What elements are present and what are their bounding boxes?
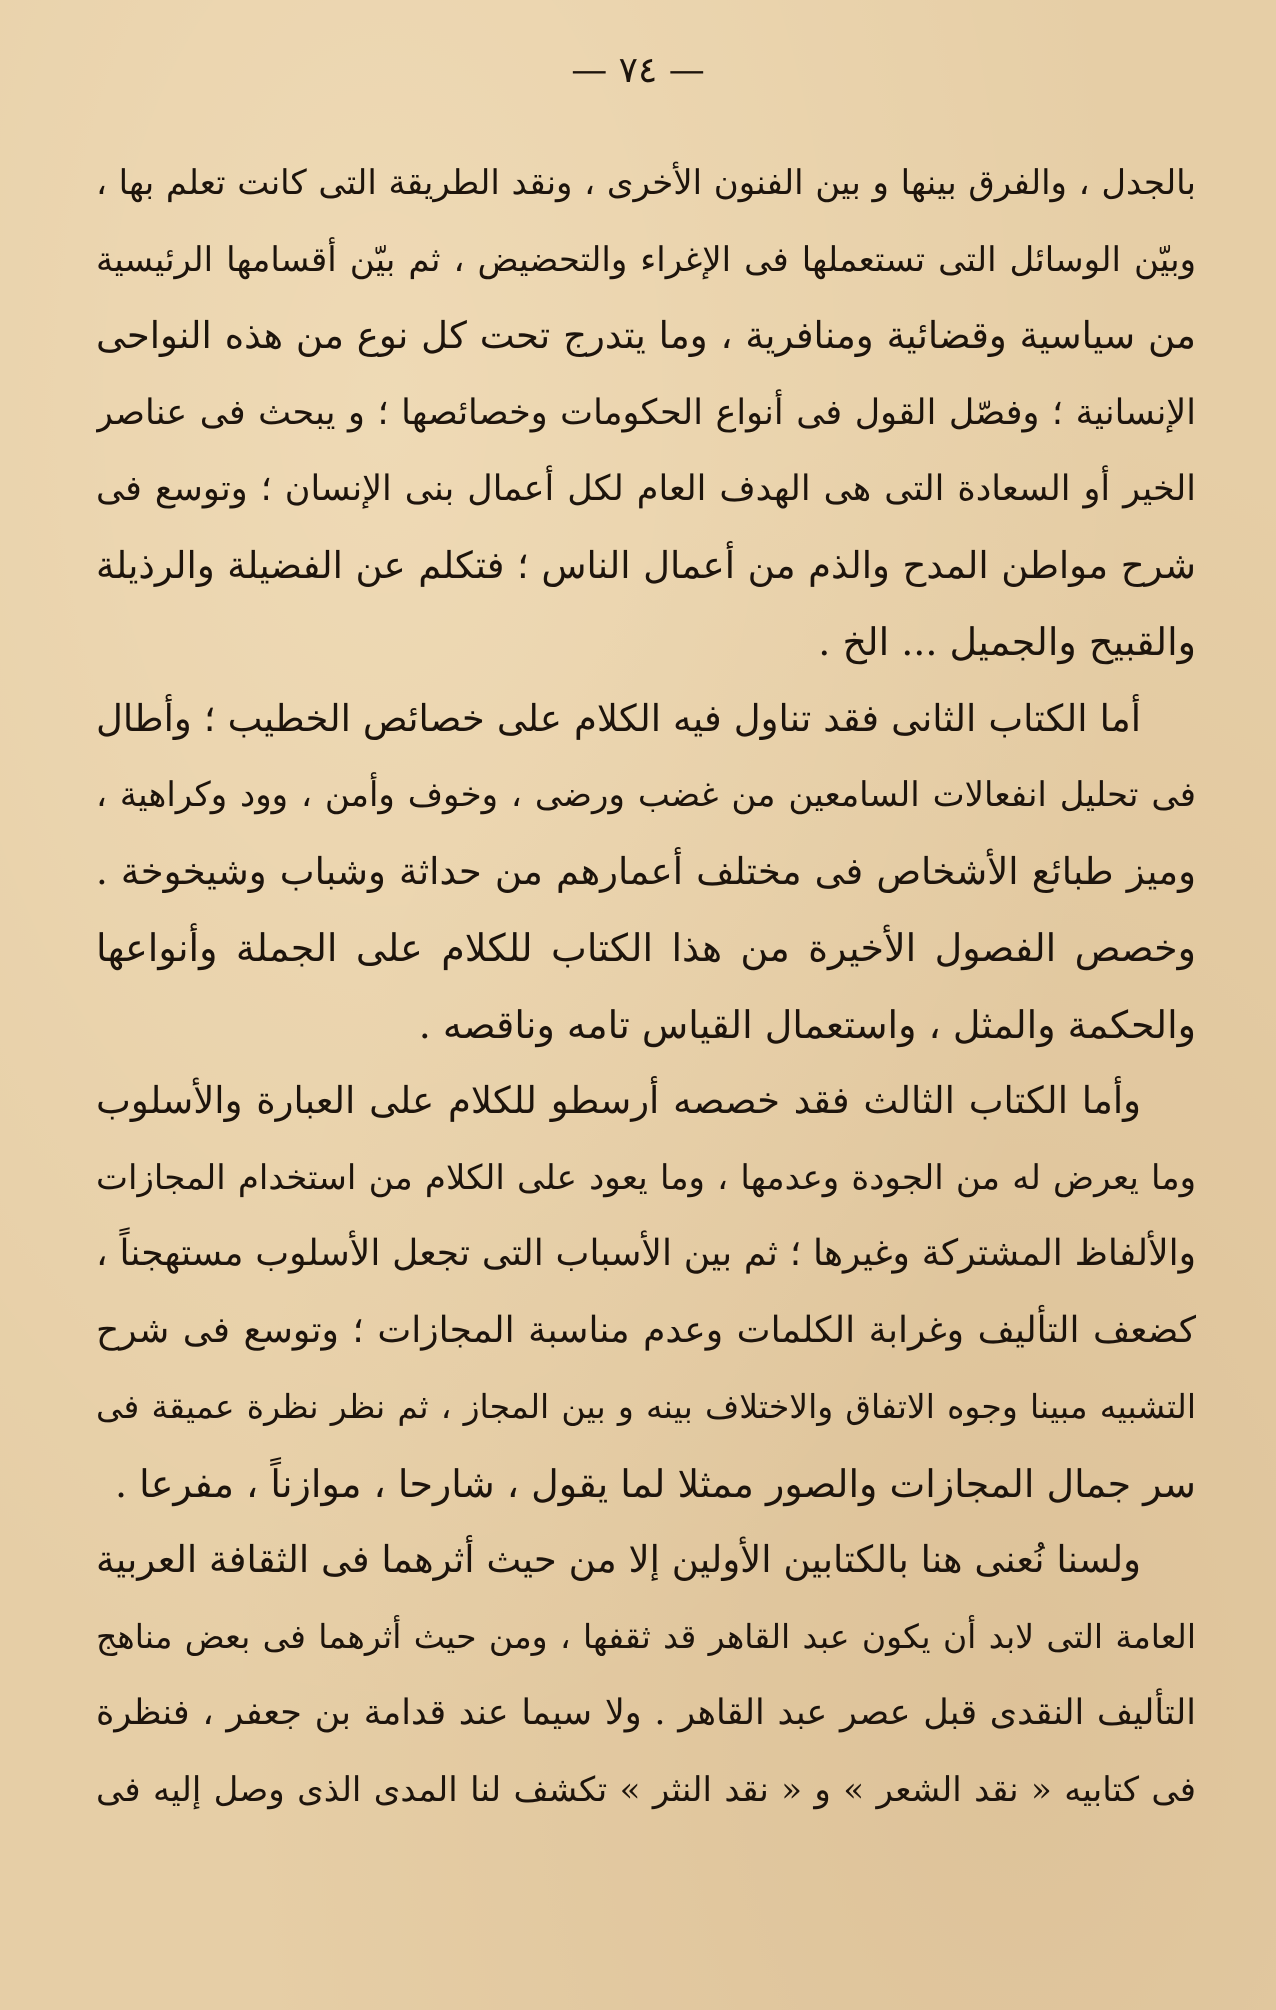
text-line: أما الكتاب الثانى فقد تناول فيه الكلام على خصائص الخطيب ؛ وأطال bbox=[96, 696, 1141, 740]
text-line: وما يعرض له من الجودة وعدمها ، وما يعود على الكلام من استخدام المجازات bbox=[96, 1157, 1196, 1198]
text-line: الإنسانية ؛ وفصّل القول فى أنواع الحكومات وخصائصها ؛ و يبحث فى عناصر bbox=[96, 392, 1196, 433]
text-line: بالجدل ، والفرق بينها و بين الفنون الأخرى ، ونقد الطريقة التى كانت تعلم بها ، bbox=[96, 163, 1196, 203]
text-line: وأما الكتاب الثالث فقد خصصه أرسطو للكلام على العبارة والأسلوب bbox=[96, 1079, 1141, 1122]
text-line: التأليف النقدى قبل عصر عبد القاهر . ولا سيما عند قدامة بن جعفر ، فنظرة bbox=[96, 1693, 1196, 1733]
body-text bbox=[96, 145, 1196, 1828]
text-line: ولسنا نُعنى هنا بالكتابين الأولين إلا من حيث أثرهما فى الثقافة العربية bbox=[96, 1538, 1141, 1581]
text-line: كضعف التأليف وغرابة الكلمات وعدم مناسبة المجازات ؛ وتوسع فى شرح bbox=[96, 1309, 1196, 1351]
text-line: والألفاظ المشتركة وغيرها ؛ ثم بين الأسباب التى تجعل الأسلوب مستهجناً ، bbox=[96, 1233, 1196, 1274]
text-line: العامة التى لابد أن يكون عبد القاهر قد ثقفها ، ومن حيث أثرهما فى بعض مناهج bbox=[96, 1616, 1196, 1656]
text-line: سر جمال المجازات والصور ممثلا لما يقول ، شارحا ، موازناً ، مفرعا . bbox=[115, 1461, 1196, 1506]
text-line: وبيّن الوسائل التى تستعملها فى الإغراء والتحضيض ، ثم بيّن أقسامها الرئيسية bbox=[96, 239, 1196, 280]
text-line: وخصص الفصول الأخيرة من هذا الكتاب للكلام على الجملة وأنواعها bbox=[96, 926, 1196, 970]
text-line: التشبيه مبينا وجوه الاتفاق والاختلاف بينه و بين المجاز ، ثم نظر نظرة عميقة فى bbox=[96, 1387, 1196, 1426]
text-line: والقبيح والجميل ... الخ . bbox=[818, 620, 1196, 664]
text-line: والحكمة والمثل ، واستعمال القياس تامه وناقصه . bbox=[418, 1002, 1196, 1047]
text-line: شرح مواطن المدح والذم من أعمال الناس ؛ فتكلم عن الفضيلة والرذيلة bbox=[96, 543, 1196, 587]
text-line: الخير أو السعادة التى هى الهدف العام لكل أعمال بنى الإنسان ؛ وتوسع فى bbox=[96, 469, 1196, 509]
text-line: فى تحليل انفعالات السامعين من غضب ورضى ، وخوف وأمن ، وود وكراهية ، bbox=[96, 775, 1196, 815]
text-line: من سياسية وقضائية ومنافرية ، وما يتدرج تحت كل نوع من هذه النواحى bbox=[96, 314, 1196, 357]
page-number: — ٧٤ — bbox=[571, 50, 705, 91]
text-line: وميز طبائع الأشخاص فى مختلف أعمارهم من حداثة وشباب وشيخوخة . bbox=[96, 849, 1196, 893]
text-line: فى كتابيه « نقد الشعر » و « نقد النثر » تكشف لنا المدى الذى وصل إليه فى bbox=[96, 1769, 1196, 1810]
